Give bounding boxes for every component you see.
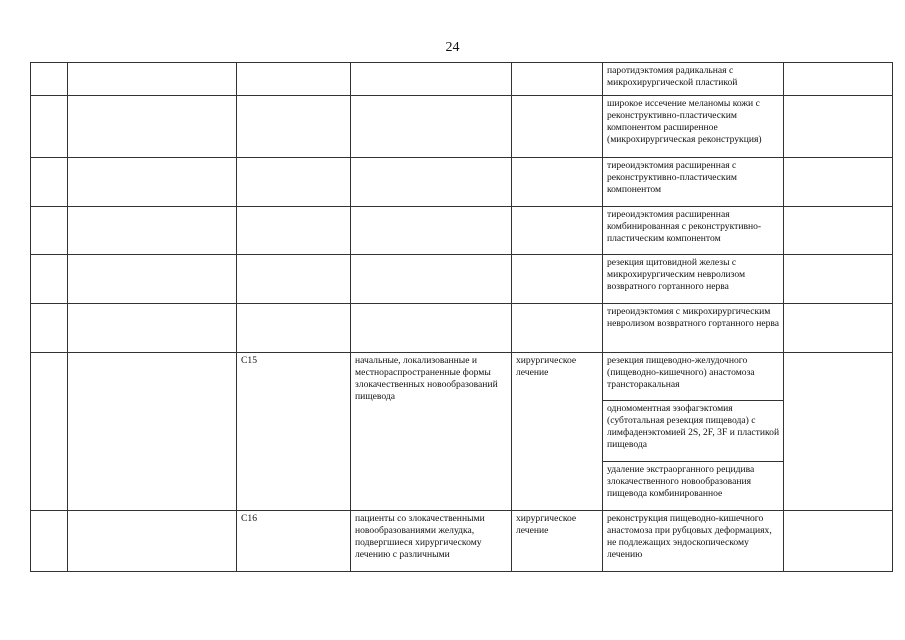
cost-cell (784, 96, 893, 158)
cost-cell (784, 63, 893, 96)
cost-cell (784, 207, 893, 255)
treatment-cell (512, 63, 603, 96)
method-cell (603, 353, 784, 401)
table-row (31, 207, 893, 255)
model-cell (351, 158, 512, 207)
table-row (31, 255, 893, 304)
profile-cell (68, 63, 237, 96)
code-cell (237, 255, 351, 304)
method-cell (603, 63, 784, 96)
index-cell (31, 207, 68, 255)
method-text: широкое иссечение меланомы кожи с реконструктивно-пластическим компонентом расширенное (микрохирургическая реконструкция) (607, 98, 762, 145)
method-cell (603, 207, 784, 255)
model-cell (351, 207, 512, 255)
method-text: тиреоидэктомия расширенная с реконструктивно-пластическим компонентом (607, 160, 737, 195)
profile-cell (68, 158, 237, 207)
profile-cell (68, 511, 237, 572)
model-cell (351, 255, 512, 304)
model-cell (351, 353, 512, 511)
treatment-cell (512, 96, 603, 158)
treatment-cell (512, 304, 603, 353)
method-cell (603, 304, 784, 353)
profile-cell (68, 96, 237, 158)
method-text: удаление экстраорганного рецидива злокачественного новообразования пищевода комбинированное (607, 464, 755, 499)
treatment-cell (512, 255, 603, 304)
profile-cell (68, 304, 237, 353)
cost-cell (784, 255, 893, 304)
treatment-type-text: хирургическое лечение (516, 513, 577, 536)
treatment-cell (512, 353, 603, 511)
profile-cell (68, 207, 237, 255)
model-cell (351, 63, 512, 96)
diagnosis-code: C16 (241, 513, 257, 524)
treatment-cell (512, 207, 603, 255)
method-text: одномоментная эзофагэктомия (субтотальная резекция пищевода) с лимфаденэктомией 2S, 2F, 3F и пластикой пищевода (607, 403, 780, 450)
cost-cell (784, 304, 893, 353)
index-cell (31, 353, 68, 511)
index-cell (31, 63, 68, 96)
method-text: тиреоидэктомия с микрохирургическим невролизом возвратного гортанного нерва (607, 306, 780, 329)
method-cell (603, 158, 784, 207)
code-cell (237, 63, 351, 96)
table-row (31, 511, 893, 572)
method-text: резекция пищеводно-желудочного (пищеводно-кишечного) анастомоза трансторакальная (607, 355, 755, 390)
table-row (31, 353, 893, 401)
diagnosis-code: C15 (241, 355, 257, 366)
cost-cell (784, 511, 893, 572)
table-row (31, 304, 893, 353)
code-cell (237, 96, 351, 158)
index-cell (31, 255, 68, 304)
code-cell (237, 304, 351, 353)
cost-cell (784, 353, 893, 511)
model-cell (351, 511, 512, 572)
method-text: резекция щитовидной железы с микрохирургическим невролизом возвратного гортанного нерва (607, 257, 746, 292)
code-cell (237, 511, 351, 572)
code-cell (237, 158, 351, 207)
method-cell (603, 462, 784, 511)
index-cell (31, 158, 68, 207)
method-text: тиреоидэктомия расширенная комбинированная с реконструктивно-пластическим компонентом (607, 209, 762, 244)
index-cell (31, 96, 68, 158)
procedures-table (30, 62, 893, 572)
table-row (31, 63, 893, 96)
index-cell (31, 304, 68, 353)
table-row (31, 158, 893, 207)
code-cell (237, 353, 351, 511)
page-number: 24 (445, 40, 460, 55)
patient-model-text: пациенты со злокачественными новообразованиями желудка, подвергшиеся хирургическому лечению с различными (355, 513, 485, 560)
method-text: реконструкция пищеводно-кишечного анастомоза при рубцовых деформациях, не подлежащих эндоскопическому лечению (607, 513, 772, 560)
table-row (31, 96, 893, 158)
model-cell (351, 304, 512, 353)
treatment-type-text: хирургическое лечение (516, 355, 577, 378)
profile-cell (68, 255, 237, 304)
code-cell (237, 207, 351, 255)
treatment-cell (512, 158, 603, 207)
cost-cell (784, 158, 893, 207)
model-cell (351, 96, 512, 158)
method-cell (603, 255, 784, 304)
profile-cell (68, 353, 237, 511)
index-cell (31, 511, 68, 572)
method-cell (603, 511, 784, 572)
patient-model-text: начальные, локализованные и местнораспространенные формы злокачественных новообразований пищевода (355, 355, 498, 402)
method-cell (603, 401, 784, 462)
method-cell (603, 96, 784, 158)
treatment-cell (512, 511, 603, 572)
method-text: паротидэктомия радикальная с микрохирургической пластикой (607, 65, 738, 88)
